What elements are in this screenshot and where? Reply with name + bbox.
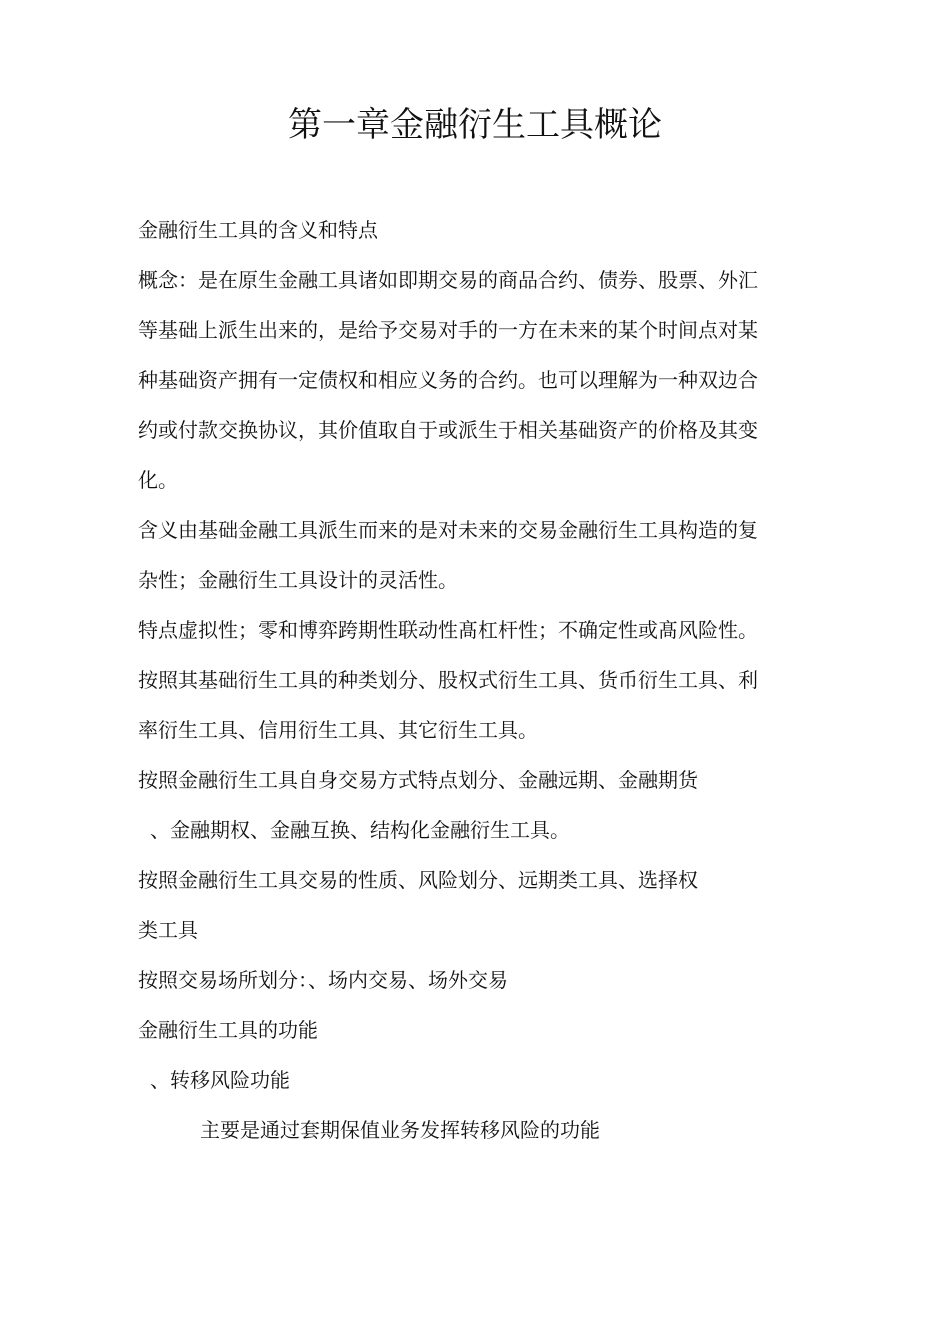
section-heading-functions: 金融衍生工具的功能 — [138, 1018, 318, 1042]
paragraph-line: 率衍生工具、信用衍生工具、其它衍生工具。 — [138, 718, 538, 742]
paragraph-line: 主要是通过套期保值业务发挥转移风险的功能 — [200, 1118, 600, 1142]
paragraph-line: 特点虚拟性；零和博弈跨期性联动性髙杠杆性；不确定性或髙风险性。 — [138, 618, 758, 642]
paragraph-line: 按照其基础衍生工具的种类划分、股权式衍生工具、货币衍生工具、利 — [138, 668, 758, 692]
paragraph-line: 约或付款交换协议，其价值取自于或派生于相关基础资产的价格及其变 — [138, 418, 758, 442]
paragraph-line: 杂性；金融衍生工具设计的灵活性。 — [138, 568, 458, 592]
section-heading-definition: 金融衍生工具的含义和特点 — [138, 218, 378, 242]
paragraph-line: 含义由基础金融工具派生而来的是对未来的交易金融衍生工具构造的复 — [138, 518, 758, 542]
paragraph-line: 种基础资产拥有一定债权和相应义务的合约。也可以理解为一种双边合 — [138, 368, 758, 392]
paragraph-line: 、金融期权、金融互换、结构化金融衍生工具。 — [150, 818, 570, 842]
subsection-heading: 、转移风险功能 — [150, 1068, 290, 1092]
paragraph-line: 等基础上派生出来的，是给予交易对手的一方在未来的某个时间点对某 — [138, 318, 758, 342]
paragraph-line: 按照金融衍生工具交易的性质、风险划分、远期类工具、选择权 — [138, 868, 698, 892]
paragraph-line: 按照金融衍生工具自身交易方式特点划分、金融远期、金融期货 — [138, 768, 698, 792]
page-title: 第一章金融衍生工具概论 — [288, 105, 662, 145]
paragraph-line: 按照交易场所划分：、场内交易、场外交易 — [138, 968, 508, 992]
paragraph-line: 化。 — [138, 468, 178, 492]
paragraph-line: 概念：是在原生金融工具诸如即期交易的商品合约、债券、股票、外汇 — [138, 268, 758, 292]
paragraph-line: 类工具 — [138, 918, 198, 942]
